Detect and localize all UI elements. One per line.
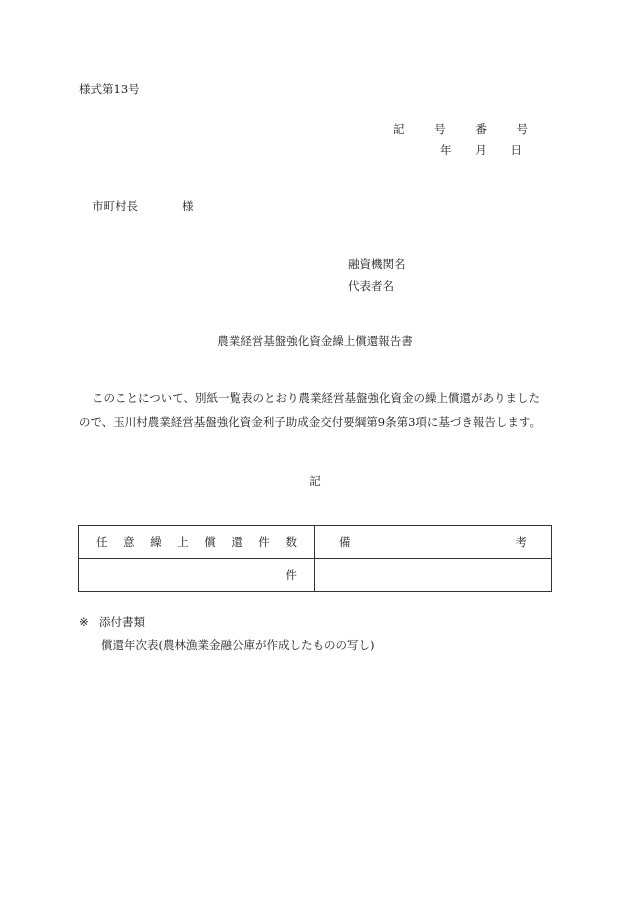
body-text-line-1: このことについて、別紙一覧表のとおり農業経営基盤強化資金の繰上償還がありました [92, 391, 541, 405]
addressee-honorific: 様 [182, 199, 194, 213]
report-table [78, 525, 552, 592]
reference-go: 号 [434, 122, 446, 136]
count-value-cell[interactable] [79, 559, 315, 592]
institution-label: 融資機関名 [348, 257, 406, 271]
reference-ban: 番 [475, 122, 487, 136]
reference-ki: 記 [393, 122, 405, 136]
ki-heading: 記 [309, 474, 321, 488]
reference-number-line [393, 121, 528, 137]
remarks-header-char: 備 [339, 535, 351, 549]
attachments-label-text: 添付書類 [99, 615, 145, 629]
count-header-char: 繰 [150, 535, 162, 549]
reference-go-suffix: 号 [516, 122, 528, 136]
count-unit: 件 [285, 568, 297, 582]
date-line [440, 142, 522, 158]
remarks-value-cell[interactable] [315, 559, 552, 592]
count-header-char: 任 [96, 535, 108, 549]
count-header-char: 償 [204, 535, 216, 549]
representative-label: 代表者名 [348, 279, 394, 293]
form-number: 様式第13号 [79, 82, 140, 96]
count-header-char: 数 [285, 535, 297, 549]
remarks-header [315, 534, 551, 550]
date-month: 月 [475, 143, 487, 157]
reference-mark: ※ [79, 615, 89, 629]
attachments-label [79, 614, 145, 630]
addressee [92, 198, 194, 214]
date-day: 日 [510, 143, 522, 157]
count-header-char: 還 [231, 535, 243, 549]
count-header-char: 件 [258, 535, 270, 549]
document-title: 農業経営基盤強化資金繰上償還報告書 [217, 334, 413, 348]
table-header-row [79, 526, 552, 559]
addressee-name: 市町村長 [92, 199, 138, 213]
count-header-char: 上 [177, 535, 189, 549]
body-text-line-2: ので、玉川村農業経営基盤強化資金利子助成金交付要綱第9条第3項に基づき報告します。 [79, 415, 541, 429]
count-header-char: 意 [123, 535, 135, 549]
count-header-cell [79, 526, 315, 559]
count-header [79, 534, 314, 550]
date-year: 年 [440, 143, 452, 157]
remarks-header-char: 考 [515, 535, 527, 549]
remarks-header-cell [315, 526, 552, 559]
attachment-item: 償還年次表(農林漁業金融公庫が作成したものの写し) [101, 638, 375, 652]
table-row [79, 559, 552, 592]
